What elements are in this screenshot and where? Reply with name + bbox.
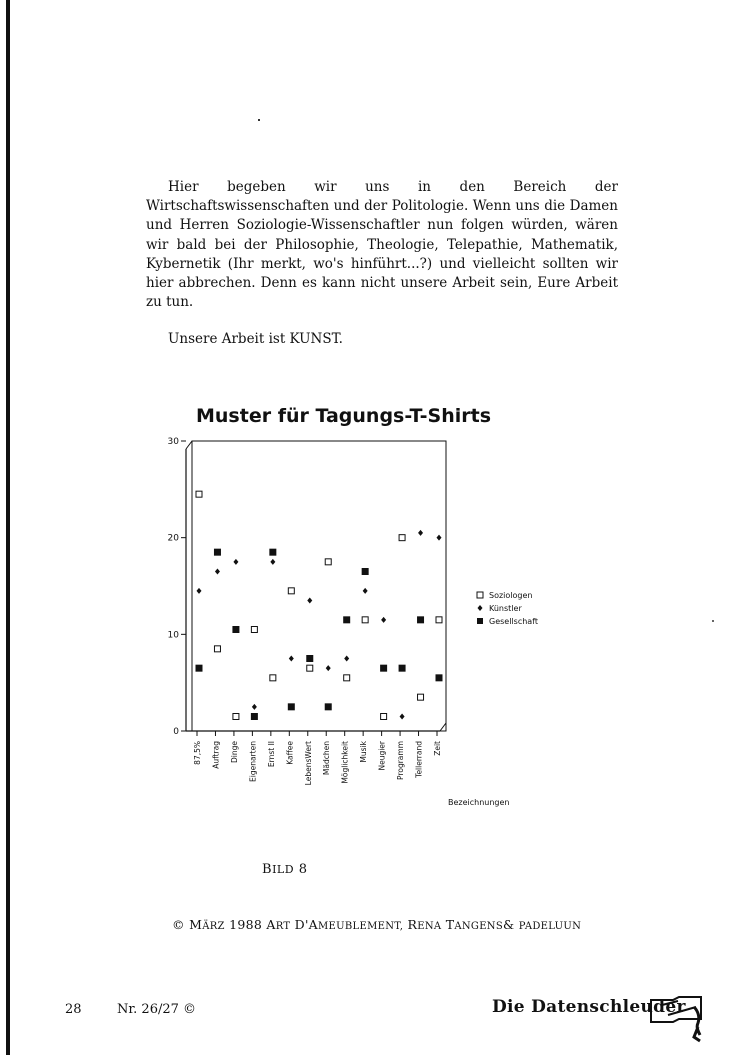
body-paragraph: Hier begeben wir uns in den Bereich der Wirtschaftswissenschaften und der Politologie. Wenn uns die Damen und Herren Soziologie-Wissenschaftler nun folgen würden, wären wir bald bei der Philosophie, Theologie, Telepathie, Mathematik, Kybernetik (Ihr merkt, wo's hinführt...?) und vielleicht sollten wir hier abbrechen. Denn es kann nicht unsere Arbeit sein, Eure Arbeit zu tun.	[146, 179, 618, 311]
x-tick-label: Programm	[396, 741, 406, 780]
point-gesellschaft	[343, 616, 350, 623]
x-tick-label: Möglichkeit	[340, 741, 350, 784]
point-kuenstler	[344, 656, 349, 662]
copyright-text: 1988	[229, 917, 263, 932]
scatter-chart	[150, 435, 570, 835]
caption-rest: ILD	[272, 863, 295, 876]
copyright-text: ENA	[417, 921, 442, 932]
point-kuenstler	[215, 569, 220, 575]
point-gesellschaft	[325, 703, 332, 710]
point-kuenstler	[400, 714, 405, 720]
point-kuenstler	[326, 665, 331, 671]
caption-prefix: B	[262, 862, 273, 877]
point-gesellschaft	[380, 665, 387, 672]
copyright-text: ÄRZ	[202, 921, 225, 932]
chart-title: Muster für Tagungs-T-Shirts	[196, 405, 492, 427]
legend-label: Künstler	[489, 604, 522, 613]
x-tick-label: Kaffee	[285, 741, 295, 765]
masthead: Die Datenschleuder	[492, 997, 686, 1017]
point-gesellschaft	[399, 665, 406, 672]
caption-number: 8	[298, 862, 308, 877]
copyright-text: RT	[275, 921, 291, 932]
point-soziologen	[436, 617, 442, 623]
copyright-text: M	[189, 917, 203, 932]
legend-marker-filled-square	[477, 618, 483, 624]
chart-marks	[196, 491, 443, 720]
x-tick-labels	[193, 740, 442, 785]
copyright-text: MEUBLEMENT,	[318, 921, 404, 932]
x-tick-label: 87,5%	[193, 741, 202, 765]
point-soziologen	[307, 665, 313, 671]
x-tick-label: Zeit	[433, 741, 442, 756]
x-tick-label: Mädchen	[322, 741, 332, 776]
point-kuenstler	[307, 598, 312, 604]
copyright-text: PADELUUN	[518, 921, 582, 932]
x-tick-label: Dinge	[229, 741, 239, 763]
point-gesellschaft	[196, 665, 203, 672]
x-axis-label: Bezeichnungen	[448, 798, 510, 807]
copyright-text: &	[503, 917, 515, 932]
point-gesellschaft	[232, 626, 239, 633]
issue-number: Nr. 26/27 ©	[117, 1002, 197, 1017]
legend-marker-diamond	[478, 605, 483, 611]
x-tick-label: Ernst II	[266, 741, 276, 768]
floor-edge	[440, 723, 446, 731]
point-soziologen	[399, 535, 405, 541]
x-tick-label: Tellerrand	[414, 741, 424, 778]
legend-label: Soziologen	[489, 591, 533, 600]
point-kuenstler	[233, 559, 238, 565]
copyright-text: ANGENS	[454, 921, 504, 932]
copyright-text: A	[266, 917, 276, 932]
point-kuenstler	[270, 559, 275, 565]
masthead-logo-icon	[648, 995, 706, 1045]
copyright-symbol: ©	[172, 917, 185, 932]
point-gesellschaft	[288, 703, 295, 710]
legend-marker-open-square	[477, 592, 483, 598]
page-number: 28	[65, 1002, 82, 1017]
page-edge-bar	[6, 0, 10, 1055]
copyright-text: D'A	[294, 917, 319, 932]
point-soziologen	[362, 617, 368, 623]
x-tick-label: Musik	[359, 741, 369, 763]
point-soziologen	[233, 714, 239, 720]
point-soziologen	[418, 694, 424, 700]
point-gesellschaft	[269, 549, 276, 556]
point-soziologen	[288, 588, 294, 594]
point-gesellschaft	[436, 674, 443, 681]
point-kuenstler	[437, 535, 442, 541]
legend-label: Gesellschaft	[489, 617, 539, 626]
speck	[258, 119, 260, 121]
copyright-text: T	[445, 917, 455, 932]
wall-edge	[186, 441, 192, 449]
point-kuenstler	[197, 588, 202, 594]
x-tick-label: Auftrag	[211, 741, 221, 769]
x-tick-label: LebensWert	[303, 741, 313, 786]
y-tick-label: 20	[167, 533, 179, 544]
copyright-line	[172, 917, 581, 932]
speck	[712, 620, 714, 622]
plot-back-frame	[192, 441, 446, 731]
point-soziologen	[214, 646, 220, 652]
point-soziologen	[251, 627, 257, 633]
point-kuenstler	[289, 656, 294, 662]
point-gesellschaft	[306, 655, 313, 662]
point-soziologen	[196, 491, 202, 497]
point-kuenstler	[381, 617, 386, 623]
point-kuenstler	[418, 530, 423, 536]
point-gesellschaft	[362, 568, 369, 575]
chart-legend	[477, 591, 538, 626]
point-soziologen	[325, 559, 331, 565]
y-tick-label: 10	[167, 630, 179, 641]
chart-axes	[168, 437, 446, 737]
y-tick-label: 30	[167, 437, 179, 447]
point-soziologen	[344, 675, 350, 681]
point-soziologen	[270, 675, 276, 681]
point-gesellschaft	[417, 616, 424, 623]
x-tick-label: Neugier	[377, 741, 387, 771]
point-gesellschaft	[214, 549, 221, 556]
body-paragraph-kunst: Unsere Arbeit ist KUNST.	[168, 331, 343, 347]
y-tick-label: 0	[173, 727, 179, 737]
copyright-text: R	[407, 917, 418, 932]
point-soziologen	[381, 714, 387, 720]
x-tick-label: Eigenarten	[248, 741, 258, 782]
point-gesellschaft	[251, 713, 258, 720]
point-kuenstler	[252, 704, 257, 710]
point-kuenstler	[363, 588, 368, 594]
figure-caption	[262, 862, 307, 877]
